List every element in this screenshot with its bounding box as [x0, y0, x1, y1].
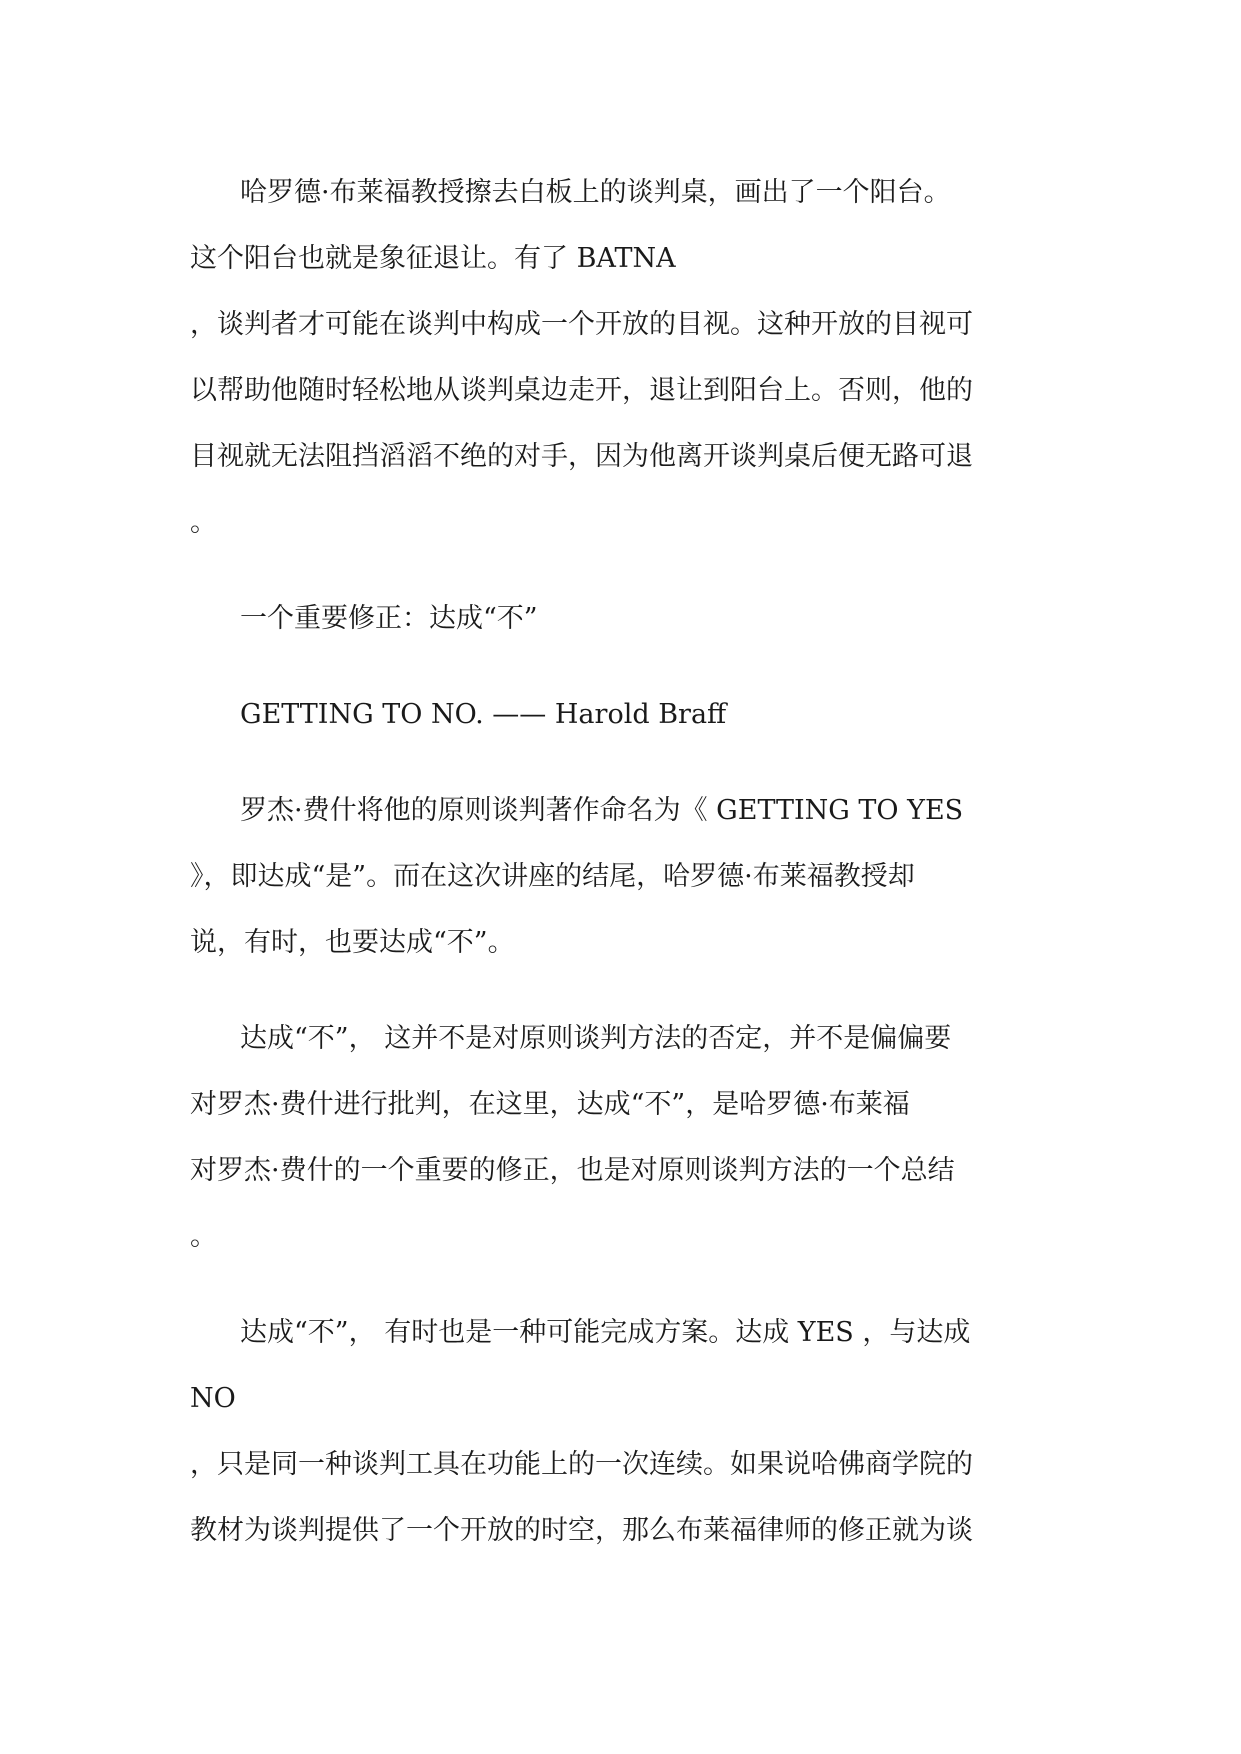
- document-body: [190, 160, 1050, 1594]
- text-line: 对罗杰·费什的一个重要的修正，也是对原则谈判方法的一个总结: [190, 1155, 955, 1186]
- text-line: 。: [190, 1221, 217, 1252]
- quote-line: GETTING TO NO. —— Harold Braff: [240, 699, 727, 730]
- text-line: 说，有时，也要达成“不”。: [190, 927, 515, 958]
- section-heading: [190, 586, 1050, 652]
- text-line: 教材为谈判提供了一个开放的时空，那么布莱福律师的修正就为谈: [190, 1515, 973, 1546]
- text-line: 达成“不”， 这并不是对原则谈判方法的否定，并不是偏偏要: [240, 1023, 952, 1054]
- text-line: 这个阳台也就是象征退让。有了 BATNA: [190, 243, 676, 274]
- text-line: ，只是同一种谈判工具在功能上的一次连续。如果说哈佛商学院的: [190, 1449, 973, 1480]
- text-line: 。: [190, 507, 217, 538]
- text-line: 达成“不”， 有时也是一种可能完成方案。达成 YES ，与达成: [240, 1317, 971, 1348]
- paragraph-continuity: [190, 1300, 1050, 1564]
- text-line: NO: [190, 1383, 236, 1414]
- heading-line: 一个重要修正：达成“不”: [240, 603, 538, 634]
- text-line: 哈罗德·布莱福教授擦去白板上的谈判桌，画出了一个阳台。: [240, 177, 951, 208]
- text-line: ，谈判者才可能在谈判中构成一个开放的目视。这种开放的目视可: [190, 309, 973, 340]
- quote-attribution: [190, 682, 1050, 748]
- paragraph-balcony: [190, 160, 1050, 556]
- text-line: 目视就无法阻挡滔滔不绝的对手，因为他离开谈判桌后便无路可退: [190, 441, 973, 472]
- paragraph-correction: [190, 1006, 1050, 1270]
- text-line: 》，即达成“是”。而在这次讲座的结尾，哈罗德·布莱福教授却: [190, 861, 915, 892]
- text-line: 以帮助他随时轻松地从谈判桌边走开，退让到阳台上。否则，他的: [190, 375, 973, 406]
- text-line: 对罗杰·费什进行批判，在这里，达成“不”，是哈罗德·布莱福: [190, 1089, 910, 1120]
- paragraph-getting-to-yes: [190, 778, 1050, 976]
- text-line: 罗杰·费什将他的原则谈判著作命名为《 GETTING TO YES: [240, 795, 964, 826]
